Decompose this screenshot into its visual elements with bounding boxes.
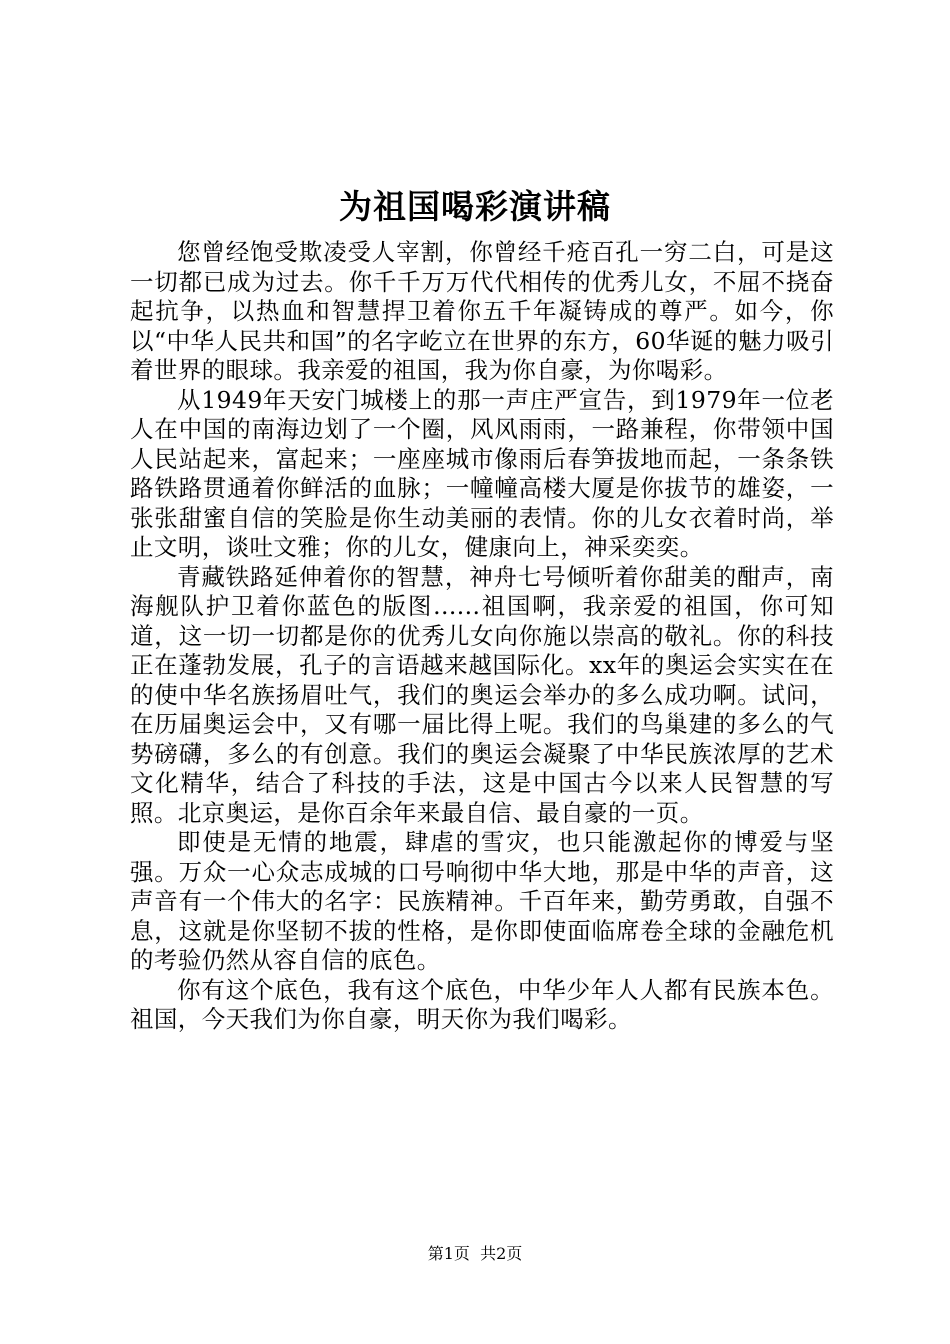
paragraph-2: 从1949年天安门城楼上的那一声庄严宣告，到1979年一位老人在中国的南海边划了一个圈，风风雨雨，一路兼程，你带领中国人民站起来，富起来；一座座城市像雨后春笋拔地而起，一条条铁路铁路贯通着你鲜活的血脉；一幢幢高楼大厦是你拔节的雄姿，一张张甜蜜自信的笑脸是你生动美丽的表情。你的儿女衣着时尚，举止文明，谈吐文雅；你的儿女，健康向上，神采奕奕。 bbox=[130, 385, 834, 561]
paragraph-5: 你有这个底色，我有这个底色，中华少年人人都有民族本色。祖国，今天我们为你自豪，明天你为我们喝彩。 bbox=[130, 975, 834, 1033]
page-number-footer: 第1页 共2页 bbox=[427, 1244, 523, 1263]
document-body bbox=[130, 238, 834, 1035]
paragraph-1: 您曾经饱受欺凌受人宰割，你曾经千疮百孔一穷二白，可是这一切都已成为过去。你千千万万代代相传的优秀儿女，不屈不挠奋起抗争，以热血和智慧捍卫着你五千年凝铸成的尊严。如今，你以“中华人民共和国”的名字屹立在世界的东方，60华诞的魅力吸引着世界的眼球。我亲爱的祖国，我为你自豪，为你喝彩。 bbox=[130, 238, 834, 384]
paragraph-3: 青藏铁路延伸着你的智慧，神舟七号倾听着你甜美的酣声，南海舰队护卫着你蓝色的版图......祖国啊，我亲爱的祖国，你可知道，这一切一切都是你的优秀儿女向你施以崇高的敬礼。你的科技正在蓬勃发展，孔子的言语越来越国际化。xx年的奥运会实实在在的使中华名族扬眉吐气，我们的奥运会举办的多么成功啊。试问，在历届奥运会中，又有哪一届比得上呢。我们的鸟巢建的多么的气势磅礴，多么的有创意。我们的奥运会凝聚了中华民族浓厚的艺术文化精华，结合了科技的手法，这是中国古今以来人民智慧的写照。北京奥运，是你百余年来最自信、最自豪的一页。 bbox=[130, 562, 834, 827]
document-title: 为祖国喝彩演讲稿 bbox=[339, 187, 611, 226]
paragraph-4: 即使是无情的地震，肆虐的雪灾，也只能激起你的博爱与坚强。万众一心众志成城的口号响彻中华大地，那是中华的声音，这声音有一个伟大的名字：民族精神。千百年来，勤劳勇敢，自强不息，这就是你坚韧不拔的性格，是你即使面临席卷全球的金融危机的考验仍然从容自信的底色。 bbox=[130, 828, 834, 974]
